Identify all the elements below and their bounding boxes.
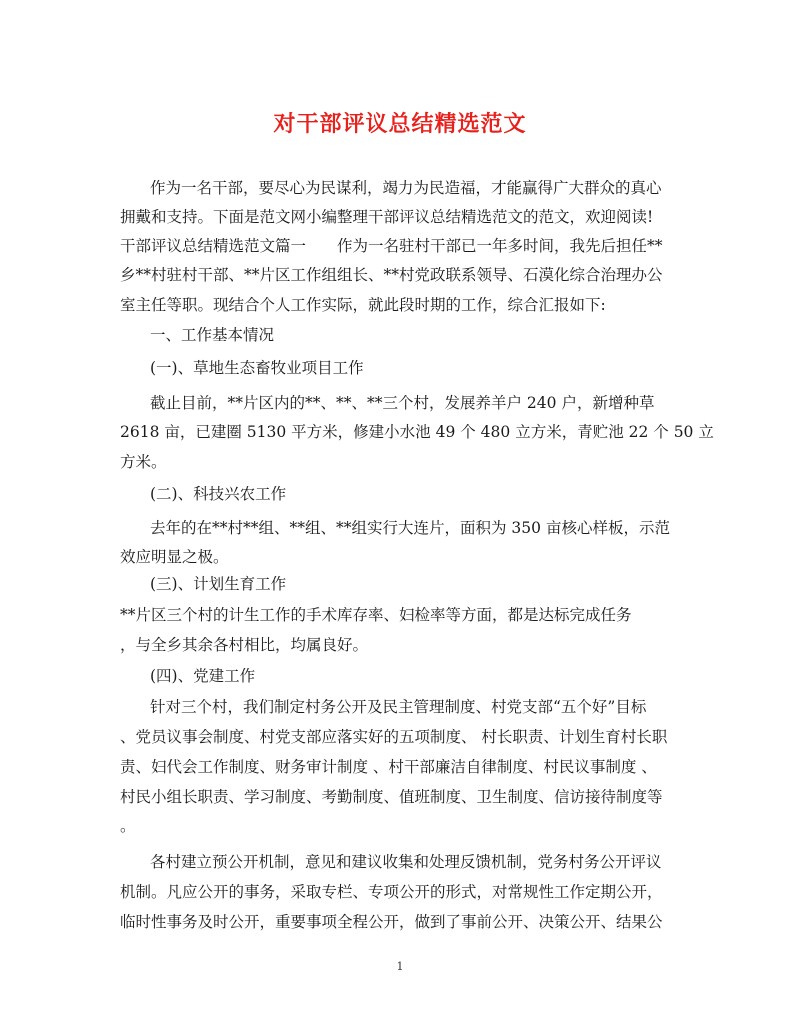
subsection-heading: (二)、科技兴农工作 bbox=[150, 485, 287, 503]
body-line: **片区三个村的计生工作的手术库存率、妇检率等方面，都是达标完成任务 bbox=[120, 606, 632, 624]
body-line: 机制。凡应公开的事务，采取专栏、专项公开的形式，对常规性工作定期公开， bbox=[120, 883, 663, 901]
body-line: 作为一名干部，要尽心为民谋利，竭力为民造福，才能赢得广大群众的真心 bbox=[150, 179, 662, 197]
body-line: 针对三个村，我们制定村务公开及民主管理制度、村党支部“五个好”目标 bbox=[150, 698, 647, 716]
subsection-heading: (一)、草地生态畜牧业项目工作 bbox=[150, 359, 364, 377]
body-line: 效应明显之极。 bbox=[120, 548, 229, 566]
section-heading: 一、工作基本情况 bbox=[150, 326, 275, 344]
body-line: 村民小组长职责、学习制度、考勤制度、值班制度、卫生制度、信访接待制度等 bbox=[120, 788, 663, 806]
subsection-heading: (四)、党建工作 bbox=[150, 667, 256, 685]
body-line: 2618 亩，已建圈 5130 平方米，修建小水池 49 个 480 立方米，青贮池 22 个 50 立 bbox=[120, 423, 714, 441]
body-line: 去年的在**村**组、**组、**组实行大连片，面积为 350 亩核心样板，示范 bbox=[150, 519, 670, 537]
body-line: 乡**村驻村干部、**片区工作组组长、**村党政联系领导、石漠化综合治理办公 bbox=[120, 266, 663, 284]
document-title: 对干部评议总结精选范文 bbox=[273, 111, 527, 137]
body-line: 责、妇代会工作制度、财务审计制度 、村干部廉洁自律制度、村民议事制度 、 bbox=[120, 758, 657, 776]
body-line: 临时性事务及时公开，重要事项全程公开，做到了事前公开、决策公开、结果公 bbox=[120, 913, 663, 931]
body-line: 干部评议总结精选范文篇一 作为一名驻村干部已一年多时间，我先后担任** bbox=[120, 237, 663, 255]
page-number: 1 bbox=[396, 960, 404, 973]
body-line: 。 bbox=[120, 817, 136, 835]
subsection-heading: (三)、计划生育工作 bbox=[150, 575, 287, 593]
body-line: 截止目前，**片区内的**、**、**三个村，发展养羊户 240 户，新增种草 bbox=[150, 394, 655, 412]
body-line: 拥戴和支持。下面是范文网小编整理干部评议总结精选范文的范文，欢迎阅读! bbox=[120, 208, 654, 226]
body-line: 各村建立预公开机制，意见和建议收集和处理反馈机制，党务村务公开评议 bbox=[150, 853, 662, 871]
body-line: 、党员议事会制度、村党支部应落实好的五项制度、 村长职责、计划生育村长职 bbox=[120, 728, 668, 746]
body-line: 室主任等职。现结合个人工作实际，就此段时期的工作，综合汇报如下: bbox=[120, 296, 606, 314]
body-line: 方米。 bbox=[120, 453, 167, 471]
body-line: ，与全乡其余各村相比，均属良好。 bbox=[120, 636, 369, 654]
